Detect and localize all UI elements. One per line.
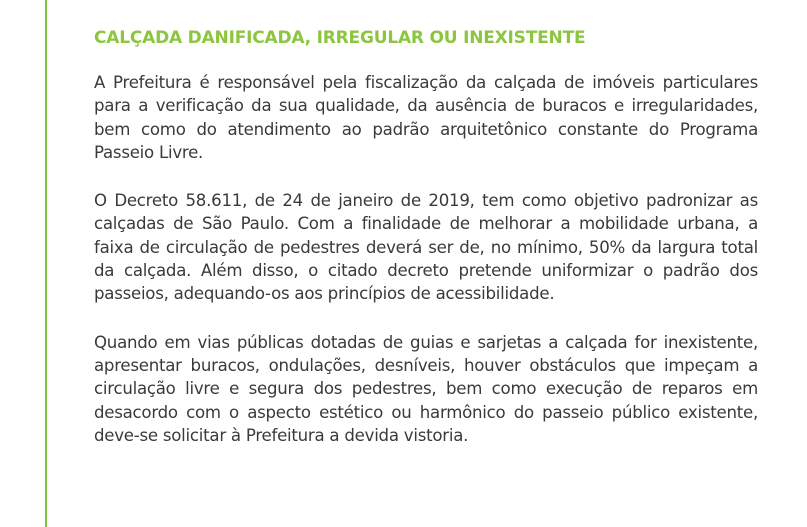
paragraph-decreto: O Decreto 58.611, de 24 de janeiro de 2019, tem como objetivo padronizar as calçadas de São Paulo. Com a finalidade de melhorar a mobilidade urbana, a faixa de circulação de pedestres deverá ser de, no mínimo, 50% da largura total da calçada. Além disso, o citado decreto pretende uniformizar o padrão dos passeios, adequando-os aos princípios de acessibilidade. bbox=[94, 191, 758, 304]
section-heading: CALÇADA DANIFICADA, IRREGULAR OU INEXISTENTE bbox=[94, 28, 586, 48]
paragraph-vistoria: Quando em vias públicas dotadas de guias e sarjetas a calçada for inexistente, apresentar buracos, ondulações, desníveis, houver obstáculos que impeçam a circulação livre e segura dos pedestres, bem como execução de reparos em desacordo com o aspecto estético ou harmônico do passeio público existente, deve-se solicitar à Prefeitura a devida vistoria. bbox=[94, 332, 758, 445]
document-section bbox=[94, 26, 758, 447]
accent-bar bbox=[45, 0, 47, 527]
paragraph-fiscalizacao: A Prefeitura é responsável pela fiscalização da calçada de imóveis particulares para a verificação da sua qualidade, da ausência de buracos e irregularidades, bem como do atendimento ao padrão arquitetônico constante do Programa Passeio Livre. bbox=[94, 73, 758, 162]
